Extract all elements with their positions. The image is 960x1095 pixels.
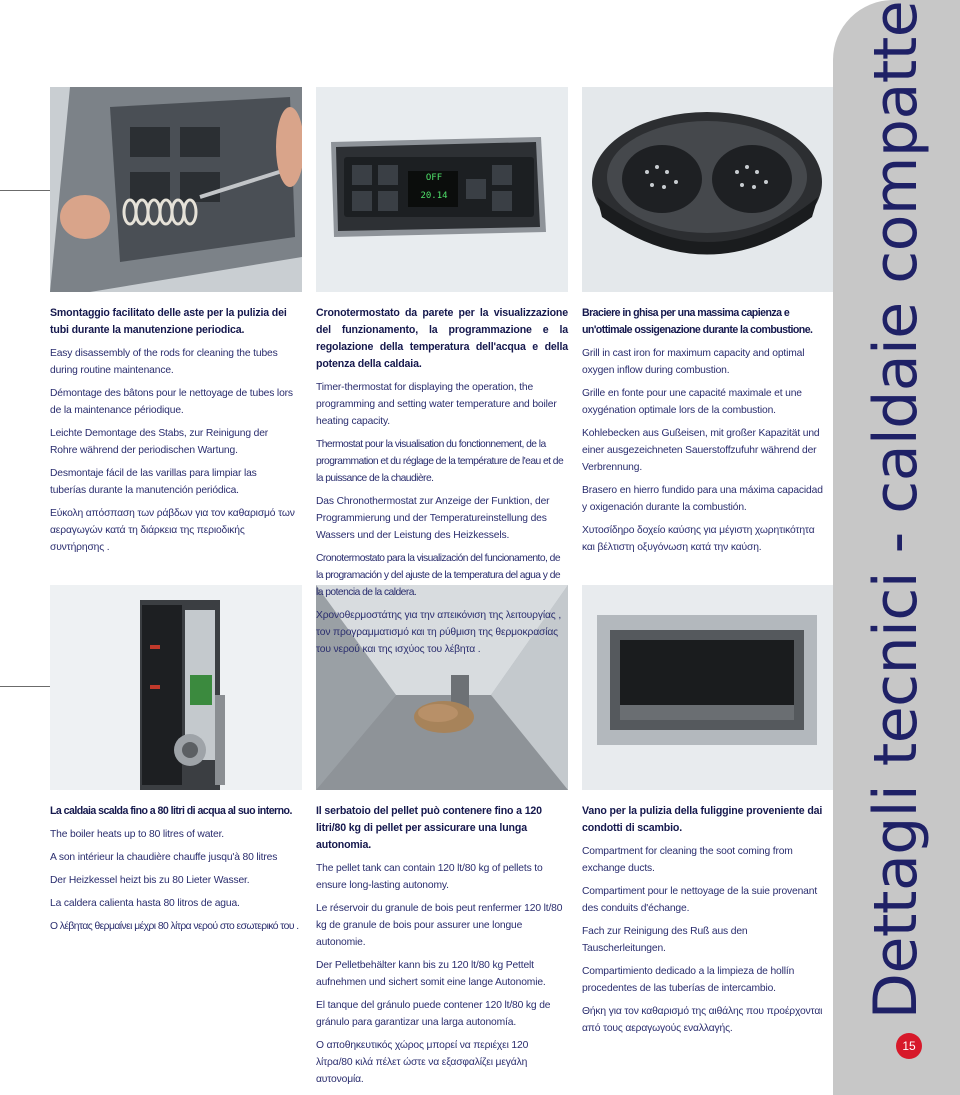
pellet-es: El tanque del gránulo puede contener 120 lt/80 kg de gránulo para garantizar una larga autonomía. [316,1000,551,1028]
thermostat-en: Timer-thermostat for displaying the operation, the programming and setting water temperature and boiler heating capacity. [316,382,557,427]
rods-fr: Démontage des bâtons pour le nettoyage de tubes lors de la maintenance périodique. [50,388,293,416]
divider-bottom-left [0,686,50,687]
pellet-fr: Le réservoir du granule de bois peut renfermer 120 lt/80 kg de granule de bois pour assurer une longue autonomie. [316,903,563,948]
divider-top-left [0,190,50,191]
page-number: 15 [896,1033,922,1059]
brazier-it: Braciere in ghisa per una massima capienza e un'ottimale ossigenazione durante la combustione. [582,307,813,336]
thermostat-fr: Thermostat pour la visualisation du fonctionnement, de la programmation et du réglage de la température de l'eau et de la puissance de la chaudière. [316,439,564,484]
pellet-el: Ο αποθηκευτικός χώρος μπορεί να περιέχει 120 λίτρα/80 κιλά πέλετ ώστε να εξασφαλίζει μεγάλη αυτονομία. [316,1040,529,1085]
boiler-fr: A son intérieur la chaudière chauffe jusqu'à 80 litres [50,852,278,863]
thermostat-it: Cronotermostato da parete per la visualizzazione del funzionamento, la programmazione e la regolazione della temperatura dell'acqua e della potenza della caldaia. [316,307,568,370]
boiler-es: La caldera calienta hasta 80 litros de agua. [50,898,240,909]
photo-soot-compartment [582,585,833,790]
soot-it: Vano per la pulizia della fuliggine proveniente dai condotti di scambio. [582,805,823,834]
text-soot [582,803,827,1043]
text-pellet-tank [316,803,566,1094]
boiler-en: The boiler heats up to 80 litres of water. [50,829,224,840]
brazier-de: Kohlebecken aus Gußeisen, mit großer Kapazität und einer ausgezeichneten Sauerstoffzufuhr während der Verbrennung. [582,428,820,473]
rods-en: Easy disassembly of the rods for cleaning the tubes during routine maintenance. [50,348,278,376]
thermostat-el: Χρονοθερμοστάτης για την απεικόνιση της λειτουργίας , τον προγραμματισμό και τη ρύθμιση της θερμοκρασίας του νερού και της ισχύος του λέβητα . [316,610,562,655]
rods-el: Εύκολη απόσπαση των ράβδων για τον καθαρισμό των αεραγωγών κατά τη διάρκεια της περιοδικής συντήρησης . [50,508,295,553]
boiler-it: La caldaia scalda fino a 80 litri di acqua al suo interno. [50,805,292,817]
soot-es: Compartimiento dedicado a la limpieza de hollín procedentes de las tuberías de intercambio. [582,966,795,994]
brazier-el: Χυτοσίδηρο δοχείο καύσης για μέγιστη χωρητικότητα και βέλτιστη οξυγόνωση κατά την καύση. [582,525,815,553]
boiler-el: Ο λέβητας θερμαίνει μέχρι 80 λίτρα νερού στο εσωτερικό του . [50,921,299,932]
pellet-it: Il serbatoio del pellet può contenere fino a 120 litri/80 kg di pellet per assicurare una lunga autonomia. [316,805,542,851]
text-boiler [50,803,300,941]
rods-de: Leichte Demontage des Stabs, zur Reinigung der Rohre während der periodischen Wartung. [50,428,269,456]
sidebar-title: Dettagli tecnici - caldaie compatte [861,0,931,1020]
brazier-en: Grill in cast iron for maximum capacity and optimal oxygen inflow during combustion. [582,348,805,376]
photo-boiler-interior [50,585,302,790]
rods-it: Smontaggio facilitato delle aste per la pulizia dei tubi durante la manutenzione periodica. [50,307,287,336]
photo-thermostat [316,87,568,292]
rods-es: Desmontaje fácil de las varillas para limpiar las tuberías durante la manutención periódica. [50,468,257,496]
text-brazier [582,305,824,562]
brazier-fr: Grille en fonte pour une capacité maximale et une oxygénation optimale lors de la combustion. [582,388,802,416]
pellet-de: Der Pelletbehälter kann bis zu 120 lt/80 kg Pettelt aufnehmen und sichert somit eine lange Autonomie. [316,960,546,988]
photo-rods-disassembly [50,87,302,292]
thermostat-display-line2: 20.14 [420,191,448,201]
soot-fr: Compartiment pour le nettoyage de la suie provenant des conduits d'échange. [582,886,818,914]
pellet-en: The pellet tank can contain 120 lt/80 kg of pellets to ensure long-lasting autonomy. [316,863,543,891]
thermostat-es: Cronotermostato para la visualización del funcionamento, de la programación y del ajuste de la temperatura del agua y de la potencia de la caldera. [316,553,561,598]
soot-de: Fach zur Reinigung des Ruß aus den Tauscherleitungen. [582,926,748,954]
photo-brazier [582,87,833,292]
soot-el: Θήκη για τον καθαρισμό της αιθάλης που προέρχονται από τους αεραγωγούς εναλλαγής. [582,1006,823,1034]
brazier-es: Brasero en hierro fundido para una máxima capacidad y oxigenación durante la combustión. [582,485,823,513]
soot-en: Compartment for cleaning the soot coming from exchange ducts. [582,846,793,874]
thermostat-de: Das Chronothermostat zur Anzeige der Funktion, der Programmierung und der Temperatureinstellung des Wassers und der Leistung des Heizkessels. [316,496,550,541]
boiler-de: Der Heizkessel heizt bis zu 80 Lieter Wasser. [50,875,250,886]
thermostat-display-line1: OFF [425,173,443,183]
text-thermostat [316,305,568,664]
text-rods [50,305,295,562]
